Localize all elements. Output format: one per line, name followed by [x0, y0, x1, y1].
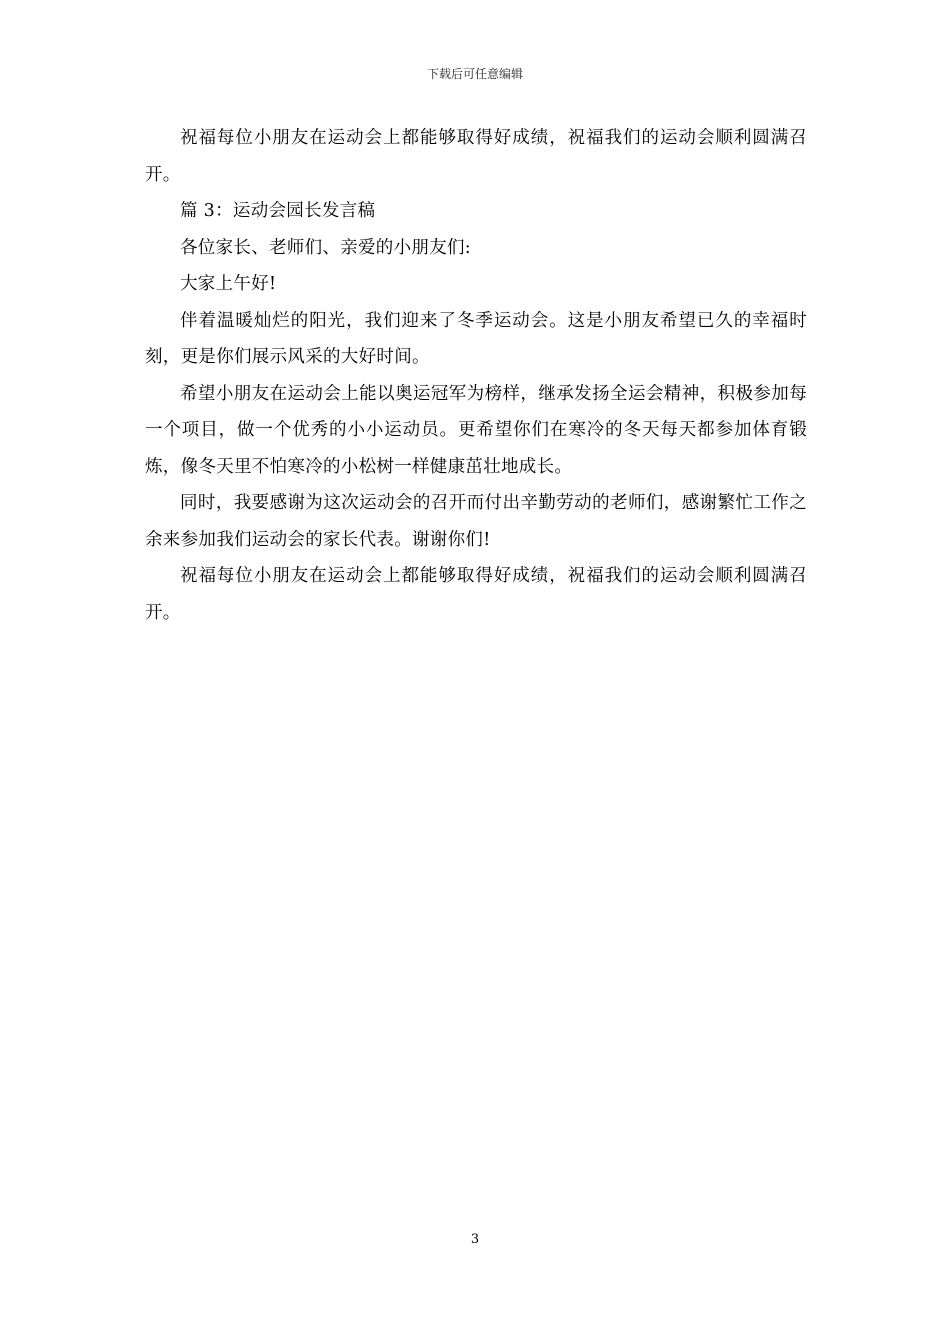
salutation: 各位家长、老师们、亲爱的小朋友们:	[180, 237, 471, 258]
document-body	[145, 120, 807, 631]
page-number: 3	[470, 1232, 480, 1247]
paragraph-opening: 伴着温暖灿烂的阳光，我们迎来了冬季运动会。这是小朋友希望已久的幸福时刻，更是你们展示风采的大好时间。	[145, 310, 807, 367]
greeting: 大家上午好!	[180, 274, 277, 294]
paragraph-thanks: 同时，我要感谢为这次运动会的召开而付出辛勤劳动的老师们，感谢繁忙工作之余来参加我们运动会的家长代表。谢谢你们!	[145, 493, 807, 550]
paragraph-hopes: 希望小朋友在运动会上能以奥运冠军为榜样，继承发扬全运会精神，积极参加每一个项目，做一个优秀的小小运动员。更希望你们在寒冷的冬天每天都参加体育锻炼，像冬天里不怕寒冷的小松树一样健康茁壮地成长。	[145, 383, 807, 477]
paragraph-closing-wishes-previous: 祝福每位小朋友在运动会上都能够取得好成绩，祝福我们的运动会顺利圆满召开。	[145, 128, 807, 185]
paragraph-closing-wishes: 祝福每位小朋友在运动会上都能够取得好成绩，祝福我们的运动会顺利圆满召开。	[145, 566, 807, 623]
page-header: 下载后可任意编辑	[426, 67, 523, 81]
section-heading: 篇 3：运动会园长发言稿	[180, 201, 376, 221]
